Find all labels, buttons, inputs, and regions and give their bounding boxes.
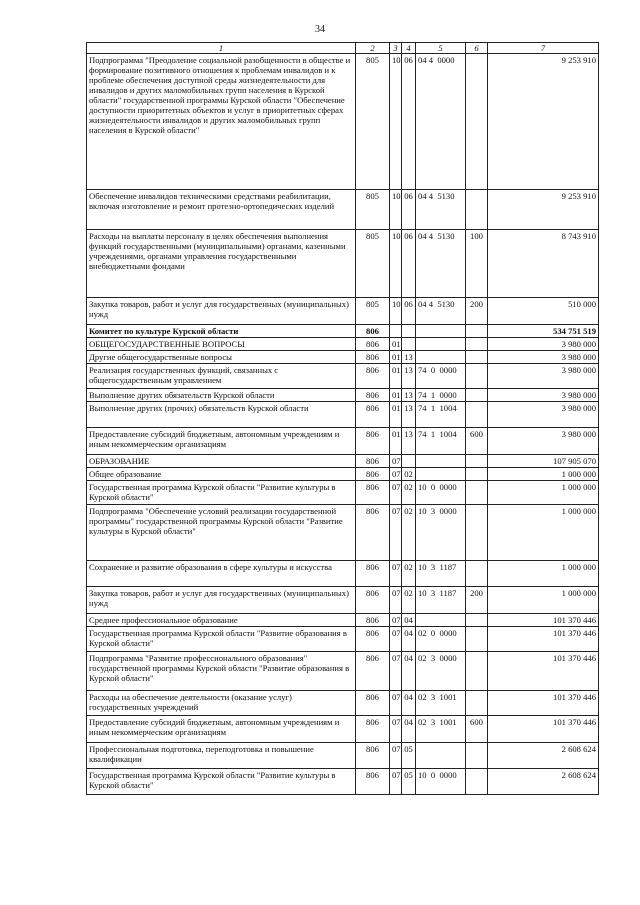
subsection-code-cell: 04 bbox=[402, 716, 416, 743]
target-article-code-cell: 02 0 0000 bbox=[416, 627, 466, 652]
table-row bbox=[87, 587, 599, 614]
row-name-cell: Государственная программа Курской области "Развитие культуры в Курской области" bbox=[87, 769, 356, 795]
admin-code-cell: 806 bbox=[356, 338, 390, 351]
amount-cell: 3 980 000 bbox=[488, 364, 599, 389]
expense-type-code-cell bbox=[466, 468, 488, 481]
section-code-cell: 10 bbox=[390, 230, 402, 298]
section-code-cell: 10 bbox=[390, 298, 402, 325]
expense-type-code-cell bbox=[466, 481, 488, 505]
expense-type-code-cell bbox=[466, 614, 488, 627]
column-number-7: 7 bbox=[488, 43, 599, 54]
section-code-cell: 07 bbox=[390, 561, 402, 587]
target-article-code-cell: 02 3 1001 bbox=[416, 691, 466, 716]
table-row bbox=[87, 652, 599, 691]
row-name-cell: Выполнение других (прочих) обязательств Курской области bbox=[87, 402, 356, 428]
row-name-cell: Подпрограмма "Преодоление социальной разобщенности в обществе и формирование позитивного отношения к проблемам инвалидов и к проблеме обеспечения доступной среды жизнедеятельности для инвалидов и других маломобильных групп населения в Курской области" государственной программы Курской области "Обеспечение доступности приоритетных объектов и услуг в приоритетных сферах жизнедеятельности инвалидов и других маломобильных групп населения в Курской области" bbox=[87, 54, 356, 190]
amount-cell: 534 751 519 bbox=[488, 325, 599, 338]
column-number-2: 2 bbox=[356, 43, 390, 54]
target-article-code-cell bbox=[416, 338, 466, 351]
subsection-code-cell: 06 bbox=[402, 190, 416, 230]
amount-cell: 2 608 624 bbox=[488, 743, 599, 769]
table-row bbox=[87, 338, 599, 351]
table-row bbox=[87, 505, 599, 561]
row-name-cell: Комитет по культуре Курской области bbox=[87, 325, 356, 338]
expense-type-code-cell bbox=[466, 769, 488, 795]
admin-code-cell: 806 bbox=[356, 627, 390, 652]
section-code-cell: 07 bbox=[390, 614, 402, 627]
row-name-cell: ОБЩЕГОСУДАРСТВЕННЫЕ ВОПРОСЫ bbox=[87, 338, 356, 351]
section-code-cell: 07 bbox=[390, 627, 402, 652]
table-row bbox=[87, 325, 599, 338]
column-number-3: 3 bbox=[390, 43, 402, 54]
subsection-code-cell bbox=[402, 455, 416, 468]
expense-type-code-cell bbox=[466, 455, 488, 468]
page-number: 34 bbox=[315, 24, 325, 35]
admin-code-cell: 806 bbox=[356, 428, 390, 455]
section-code-cell: 07 bbox=[390, 481, 402, 505]
admin-code-cell: 806 bbox=[356, 652, 390, 691]
row-name-cell: ОБРАЗОВАНИЕ bbox=[87, 455, 356, 468]
section-code-cell: 07 bbox=[390, 716, 402, 743]
expense-type-code-cell bbox=[466, 691, 488, 716]
target-article-code-cell: 74 1 1004 bbox=[416, 428, 466, 455]
expense-type-code-cell bbox=[466, 190, 488, 230]
expense-type-code-cell bbox=[466, 54, 488, 190]
row-name-cell: Выполнение других обязательств Курской области bbox=[87, 389, 356, 402]
subsection-code-cell: 04 bbox=[402, 627, 416, 652]
row-name-cell: Другие общегосударственные вопросы bbox=[87, 351, 356, 364]
section-code-cell: 07 bbox=[390, 505, 402, 561]
target-article-code-cell: 04 4 0000 bbox=[416, 54, 466, 190]
amount-cell: 3 980 000 bbox=[488, 338, 599, 351]
expense-type-code-cell bbox=[466, 325, 488, 338]
subsection-code-cell: 05 bbox=[402, 769, 416, 795]
row-name-cell: Государственная программа Курской области "Развитие образования в Курской области" bbox=[87, 627, 356, 652]
amount-cell: 107 905 070 bbox=[488, 455, 599, 468]
amount-cell: 3 980 000 bbox=[488, 402, 599, 428]
table-row bbox=[87, 561, 599, 587]
amount-cell: 101 370 446 bbox=[488, 716, 599, 743]
amount-cell: 1 000 000 bbox=[488, 468, 599, 481]
amount-cell: 3 980 000 bbox=[488, 389, 599, 402]
amount-cell: 9 253 910 bbox=[488, 190, 599, 230]
row-name-cell: Общее образование bbox=[87, 468, 356, 481]
subsection-code-cell: 05 bbox=[402, 743, 416, 769]
table-row bbox=[87, 455, 599, 468]
table-row bbox=[87, 389, 599, 402]
expense-type-code-cell bbox=[466, 743, 488, 769]
table-row bbox=[87, 351, 599, 364]
column-number-row bbox=[87, 43, 599, 54]
admin-code-cell: 806 bbox=[356, 389, 390, 402]
expense-type-code-cell bbox=[466, 505, 488, 561]
subsection-code-cell bbox=[402, 325, 416, 338]
table-row bbox=[87, 481, 599, 505]
expense-type-code-cell bbox=[466, 561, 488, 587]
admin-code-cell: 806 bbox=[356, 743, 390, 769]
table-row bbox=[87, 716, 599, 743]
amount-cell: 1 000 000 bbox=[488, 561, 599, 587]
row-name-cell: Расходы на выплаты персоналу в целях обеспечения выполнения функций государственными (муниципальными) органами, казенными учреждениями, органами управления государственными внебюджетными фондами bbox=[87, 230, 356, 298]
amount-cell: 1 000 000 bbox=[488, 505, 599, 561]
subsection-code-cell: 02 bbox=[402, 505, 416, 561]
admin-code-cell: 806 bbox=[356, 561, 390, 587]
target-article-code-cell bbox=[416, 351, 466, 364]
target-article-code-cell: 10 0 0000 bbox=[416, 481, 466, 505]
amount-cell: 1 000 000 bbox=[488, 587, 599, 614]
admin-code-cell: 806 bbox=[356, 351, 390, 364]
expense-type-code-cell bbox=[466, 389, 488, 402]
row-name-cell: Подпрограмма "Развитие профессионального образования" государственной программы Курской области "Развитие образования в Курской области" bbox=[87, 652, 356, 691]
section-code-cell: 01 bbox=[390, 351, 402, 364]
subsection-code-cell: 06 bbox=[402, 54, 416, 190]
amount-cell: 8 743 910 bbox=[488, 230, 599, 298]
subsection-code-cell bbox=[402, 338, 416, 351]
subsection-code-cell: 13 bbox=[402, 402, 416, 428]
subsection-code-cell: 04 bbox=[402, 614, 416, 627]
target-article-code-cell: 10 0 0000 bbox=[416, 769, 466, 795]
table-row bbox=[87, 614, 599, 627]
expense-type-code-cell bbox=[466, 627, 488, 652]
admin-code-cell: 806 bbox=[356, 468, 390, 481]
expense-type-code-cell bbox=[466, 402, 488, 428]
target-article-code-cell bbox=[416, 468, 466, 481]
target-article-code-cell: 04 4 5130 bbox=[416, 298, 466, 325]
subsection-code-cell: 13 bbox=[402, 351, 416, 364]
table-row bbox=[87, 627, 599, 652]
target-article-code-cell: 74 1 1004 bbox=[416, 402, 466, 428]
amount-cell: 510 000 bbox=[488, 298, 599, 325]
amount-cell: 101 370 446 bbox=[488, 691, 599, 716]
column-number-5: 5 bbox=[416, 43, 466, 54]
table-row bbox=[87, 54, 599, 190]
admin-code-cell: 806 bbox=[356, 614, 390, 627]
section-code-cell: 01 bbox=[390, 428, 402, 455]
table-row bbox=[87, 402, 599, 428]
table-row bbox=[87, 230, 599, 298]
target-article-code-cell: 02 3 1001 bbox=[416, 716, 466, 743]
admin-code-cell: 805 bbox=[356, 298, 390, 325]
subsection-code-cell: 04 bbox=[402, 691, 416, 716]
subsection-code-cell: 02 bbox=[402, 561, 416, 587]
section-code-cell: 01 bbox=[390, 338, 402, 351]
budget-table bbox=[86, 42, 599, 795]
admin-code-cell: 806 bbox=[356, 481, 390, 505]
admin-code-cell: 806 bbox=[356, 455, 390, 468]
row-name-cell: Профессиональная подготовка, переподготовка и повышение квалификации bbox=[87, 743, 356, 769]
row-name-cell: Реализация государственных функций, связанных с общегосударственным управлением bbox=[87, 364, 356, 389]
table-row bbox=[87, 364, 599, 389]
expense-type-code-cell bbox=[466, 338, 488, 351]
admin-code-cell: 806 bbox=[356, 402, 390, 428]
admin-code-cell: 805 bbox=[356, 54, 390, 190]
subsection-code-cell: 06 bbox=[402, 298, 416, 325]
admin-code-cell: 806 bbox=[356, 691, 390, 716]
row-name-cell: Предоставление субсидий бюджетным, автономным учреждениям и иным некоммерческим организациям bbox=[87, 428, 356, 455]
row-name-cell: Государственная программа Курской области "Развитие культуры в Курской области" bbox=[87, 481, 356, 505]
admin-code-cell: 805 bbox=[356, 230, 390, 298]
row-name-cell: Сохранение и развитие образования в сфере культуры и искусства bbox=[87, 561, 356, 587]
amount-cell: 1 000 000 bbox=[488, 481, 599, 505]
section-code-cell: 07 bbox=[390, 455, 402, 468]
section-code-cell: 07 bbox=[390, 691, 402, 716]
row-name-cell: Закупка товаров, работ и услуг для государственных (муниципальных) нужд bbox=[87, 298, 356, 325]
expense-type-code-cell bbox=[466, 652, 488, 691]
target-article-code-cell: 02 3 0000 bbox=[416, 652, 466, 691]
column-number-4: 4 bbox=[402, 43, 416, 54]
admin-code-cell: 806 bbox=[356, 325, 390, 338]
column-number-1: 1 bbox=[87, 43, 356, 54]
row-name-cell: Подпрограмма "Обеспечение условий реализации государственной программы" государственной программы Курской области "Развитие культуры в Курской области" bbox=[87, 505, 356, 561]
amount-cell: 3 980 000 bbox=[488, 351, 599, 364]
row-name-cell: Предоставление субсидий бюджетным, автономным учреждениям и иным некоммерческим организациям bbox=[87, 716, 356, 743]
expense-type-code-cell: 100 bbox=[466, 230, 488, 298]
target-article-code-cell: 10 3 1187 bbox=[416, 587, 466, 614]
admin-code-cell: 806 bbox=[356, 505, 390, 561]
target-article-code-cell bbox=[416, 743, 466, 769]
row-name-cell: Среднее профессиональное образование bbox=[87, 614, 356, 627]
admin-code-cell: 806 bbox=[356, 587, 390, 614]
amount-cell: 2 608 624 bbox=[488, 769, 599, 795]
target-article-code-cell: 74 0 0000 bbox=[416, 364, 466, 389]
expense-type-code-cell: 600 bbox=[466, 716, 488, 743]
target-article-code-cell bbox=[416, 614, 466, 627]
subsection-code-cell: 13 bbox=[402, 389, 416, 402]
section-code-cell: 07 bbox=[390, 587, 402, 614]
table-row bbox=[87, 769, 599, 795]
expense-type-code-cell: 600 bbox=[466, 428, 488, 455]
amount-cell: 3 980 000 bbox=[488, 428, 599, 455]
section-code-cell bbox=[390, 325, 402, 338]
subsection-code-cell: 13 bbox=[402, 428, 416, 455]
section-code-cell: 07 bbox=[390, 743, 402, 769]
target-article-code-cell: 74 1 0000 bbox=[416, 389, 466, 402]
subsection-code-cell: 13 bbox=[402, 364, 416, 389]
subsection-code-cell: 02 bbox=[402, 481, 416, 505]
admin-code-cell: 805 bbox=[356, 190, 390, 230]
expense-type-code-cell bbox=[466, 364, 488, 389]
table-row bbox=[87, 468, 599, 481]
section-code-cell: 07 bbox=[390, 468, 402, 481]
admin-code-cell: 806 bbox=[356, 364, 390, 389]
target-article-code-cell: 04 4 5130 bbox=[416, 230, 466, 298]
admin-code-cell: 806 bbox=[356, 769, 390, 795]
section-code-cell: 01 bbox=[390, 364, 402, 389]
table-row bbox=[87, 190, 599, 230]
target-article-code-cell: 04 4 5130 bbox=[416, 190, 466, 230]
amount-cell: 101 370 446 bbox=[488, 652, 599, 691]
target-article-code-cell: 10 3 1187 bbox=[416, 561, 466, 587]
expense-type-code-cell bbox=[466, 351, 488, 364]
section-code-cell: 10 bbox=[390, 54, 402, 190]
section-code-cell: 07 bbox=[390, 769, 402, 795]
row-name-cell: Закупка товаров, работ и услуг для государственных (муниципальных) нужд bbox=[87, 587, 356, 614]
table-row bbox=[87, 691, 599, 716]
expense-type-code-cell: 200 bbox=[466, 298, 488, 325]
expense-type-code-cell: 200 bbox=[466, 587, 488, 614]
section-code-cell: 10 bbox=[390, 190, 402, 230]
amount-cell: 101 370 446 bbox=[488, 627, 599, 652]
subsection-code-cell: 06 bbox=[402, 230, 416, 298]
section-code-cell: 07 bbox=[390, 652, 402, 691]
row-name-cell: Расходы на обеспечение деятельности (оказание услуг) государственных учреждений bbox=[87, 691, 356, 716]
target-article-code-cell: 10 3 0000 bbox=[416, 505, 466, 561]
admin-code-cell: 806 bbox=[356, 716, 390, 743]
amount-cell: 101 370 446 bbox=[488, 614, 599, 627]
budget-table-body bbox=[87, 43, 599, 795]
table-row bbox=[87, 428, 599, 455]
subsection-code-cell: 04 bbox=[402, 652, 416, 691]
amount-cell: 9 253 910 bbox=[488, 54, 599, 190]
table-row bbox=[87, 743, 599, 769]
table-row bbox=[87, 298, 599, 325]
target-article-code-cell bbox=[416, 325, 466, 338]
subsection-code-cell: 02 bbox=[402, 587, 416, 614]
row-name-cell: Обеспечение инвалидов техническими средствами реабилитации, включая изготовление и ремонт протезно-ортопедических изделий bbox=[87, 190, 356, 230]
subsection-code-cell: 02 bbox=[402, 468, 416, 481]
target-article-code-cell bbox=[416, 455, 466, 468]
section-code-cell: 01 bbox=[390, 402, 402, 428]
column-number-6: 6 bbox=[466, 43, 488, 54]
section-code-cell: 01 bbox=[390, 389, 402, 402]
